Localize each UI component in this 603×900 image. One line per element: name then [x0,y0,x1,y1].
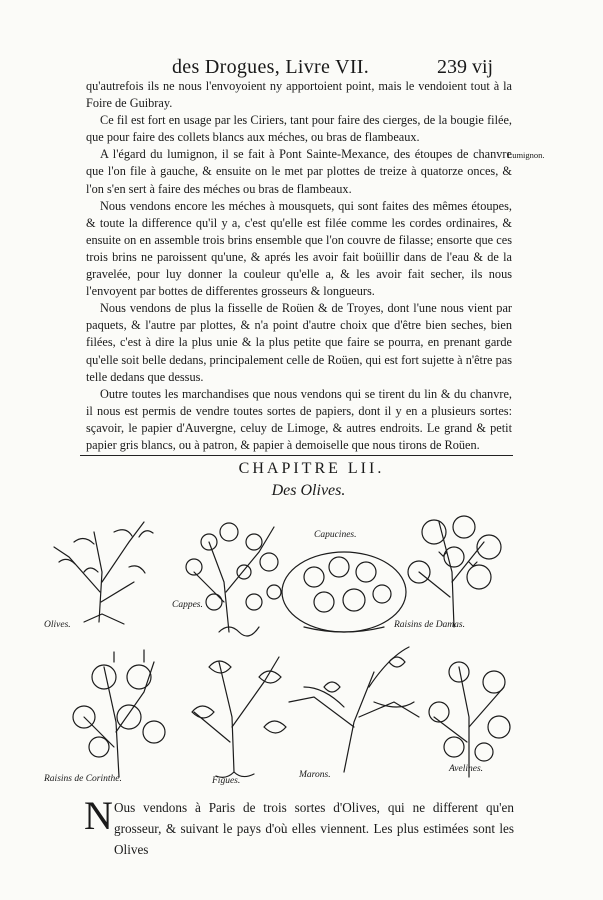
paragraph: Ous vendons à Paris de trois sortes d'Olives, qui ne different qu'en grosseur, & suivant le pays d'où elles viennent. Les plus estimées sont les Olives [114,800,514,857]
body-text [86,78,512,454]
plant-label: Figues. [212,776,241,786]
opening-paragraph [114,797,514,860]
chapter-subtitle: Des Olives. [271,482,346,499]
raisins-corinthe-illustration [73,650,165,777]
plant-label: Raisins de Damas. [394,620,465,630]
drop-cap: N [84,793,113,838]
margin-note: Lumignon. [507,150,545,160]
figs-illustration [192,657,286,777]
paragraph: Outre toutes les marchandises que nous vendons qui se tirent du lin & du chanvre, il nous est permis de vendre toutes sortes de papiers, dont il y en a plusieurs sortes: sçavoir, le papier d'Auvergne, celuy de Limoge, & autres endroits. Le grand & petit papier gris blancs, ou à patron, & papier à demoiselle que nous tirons de Roüen. [86,386,512,452]
olive-branch-illustration [54,522,153,624]
engraving-illustration [44,502,524,792]
plant-label: Olives. [44,620,71,630]
paragraph: Nous vendons encore les méches à mousquets, qui sont faites des mêmes étoupes, & toute la difference qu'il y a, c'est qu'elle est filée comme les cordes ordinaires, & ensuite on en assemble trois brins ensemble que l'on couvre de filasse; ensorte que ces trois brins ne paroissent qu'une, & aprés les avoir fait boüillir dans de l'eau & de la gravelée, pour luy donner la couleur qu'elle a, & les avoir fait secher, ils nous l'envoyent par bottes de differentes grosseurs & longueurs. [86,198,512,299]
hazelnut-illustration [429,662,510,777]
raisins-damas-illustration [408,516,501,627]
plant-label: Capucines. [314,530,357,540]
plant-label: Marons. [299,770,331,780]
paragraph: Ce fil est fort en usage par les Ciriers, tant pour faire des cierges, de la bougie filée, que pour faire des collets blancs aux méches, ou bras de flambeaux. [86,113,512,145]
paragraph: A l'égard du lumignon, il se fait à Pont Sainte-Mexance, des étoupes de chanvre que l'on file à gauche, & ensuite on le met par plottes de treize à quatorze onces, & l'on s'en sert à faire des méches ou bras de flambeaux. [86,147,512,196]
capucines-illustration [282,552,406,632]
chestnut-illustration [289,647,419,772]
plant-label: Avelines. [449,764,484,774]
plant-label: Raisins de Corinthe. [44,774,122,784]
plant-label: Cappes. [172,600,203,610]
section-rule [80,455,513,456]
chapter-title: CHAPITRE LII. [238,460,385,477]
running-head-title: des Drogues, Livre VII. [172,56,370,78]
paragraph: Nous vendons de plus la fisselle de Roüen & de Troyes, dont l'une nous vient par paquets, & l'autre par plottes, & n'a point d'autre choix que d'être bien seches, bien filées, c'est à dire la plus unie & la plus petite que faire se pourra, en prenant garde qu'elle soit belle dedans, principalement celle de Roüen, qui est fort sujette à n'être pas telle dedans que dessus. [86,301,512,384]
capers-illustration [186,523,281,636]
paragraph: qu'autrefois ils ne nous l'envoyoient ny apportoient point, mais le vendoient tout à la Foire de Guibray. [86,79,512,111]
botanical-plates [44,502,524,792]
page-number: 239 vij [437,56,494,78]
